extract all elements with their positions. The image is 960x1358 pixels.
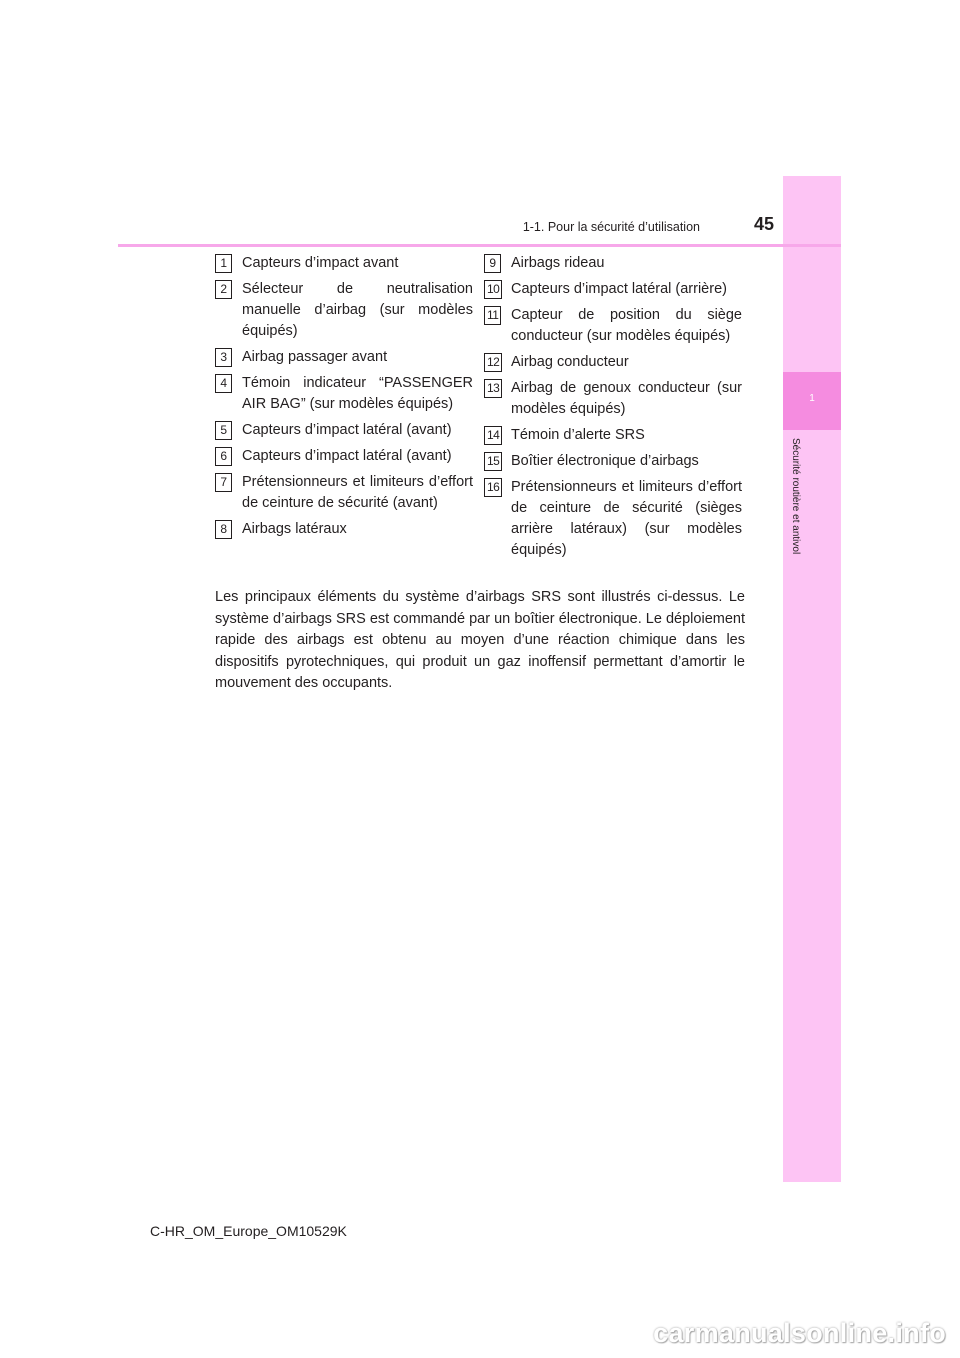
- legend-number-badge: 13: [484, 379, 502, 398]
- legend-item-text: Témoin d’alerte SRS: [511, 427, 645, 443]
- legend-item: [215, 373, 473, 415]
- legend-item: [484, 425, 742, 446]
- legend-number-badge: 10: [484, 280, 502, 299]
- legend-number-badge: 15: [484, 452, 502, 471]
- legend-item: [484, 451, 742, 472]
- legend-item: [215, 472, 473, 514]
- legend-item: [215, 446, 473, 467]
- legend-item-text: Capteurs d’impact latéral (avant): [242, 422, 452, 438]
- legend-item: [484, 352, 742, 373]
- legend-item: [484, 477, 742, 561]
- legend-number-badge: 9: [484, 254, 501, 273]
- legend-number-badge: 5: [215, 421, 232, 440]
- legend-item: [484, 378, 742, 420]
- legend-number-badge: 7: [215, 473, 232, 492]
- legend-number-badge: 12: [484, 353, 502, 372]
- legend-number-badge: 11: [484, 306, 501, 325]
- legend-item-text: Airbags latéraux: [242, 521, 347, 537]
- chapter-side-tab: [783, 176, 841, 1182]
- legend-item-text: Boîtier électronique d’airbags: [511, 453, 699, 469]
- legend-item-text: Airbag passager avant: [242, 349, 388, 365]
- section-header: 1-1. Pour la sécurité d’utilisation: [522, 220, 700, 234]
- legend-number-badge: 1: [215, 254, 232, 273]
- legend-item: [215, 253, 473, 274]
- watermark[interactable]: carmanualsonline.info: [653, 1318, 946, 1348]
- legend-item: [484, 253, 742, 274]
- legend-number-badge: 4: [215, 374, 232, 393]
- legend-item-text: Capteurs d’impact avant: [242, 255, 399, 271]
- header-rule: [118, 244, 841, 247]
- legend-number-badge: 2: [215, 280, 232, 299]
- legend-item-text: Prétensionneurs et limiteurs d’effort de ceinture de sécurité (sièges arrière latéraux) (sur modèles équipés): [511, 479, 742, 558]
- legend-number-badge: 14: [484, 426, 502, 445]
- page-number: 45: [753, 214, 774, 234]
- legend-item-text: Airbags rideau: [511, 255, 605, 271]
- legend-item-text: Capteurs d’impact latéral (avant): [242, 448, 452, 464]
- legend-item-text: Airbag conducteur: [511, 354, 629, 370]
- legend-item: [215, 279, 473, 342]
- legend-item: [484, 305, 742, 347]
- legend-item-text: Sélecteur de neutralisation manuelle d’airbag (sur modèles équipés): [242, 281, 473, 339]
- legend-column-right: [484, 253, 742, 566]
- legend-number-badge: 16: [484, 478, 502, 497]
- legend-item-text: Témoin indicateur “PASSENGER AIR BAG” (sur modèles équipés): [242, 375, 473, 412]
- document-code: C-HR_OM_Europe_OM10529K: [150, 1223, 347, 1239]
- legend-column-left: [215, 253, 473, 545]
- legend-item-text: Capteurs d’impact latéral (arrière): [511, 281, 727, 297]
- legend-item: [484, 279, 742, 300]
- legend-item: [215, 420, 473, 441]
- legend-item: [215, 347, 473, 368]
- legend-number-badge: 3: [215, 348, 232, 367]
- legend-number-badge: 8: [215, 520, 232, 539]
- chapter-title: Sécurité routière et antivol: [790, 438, 801, 555]
- chapter-number: 1: [809, 393, 815, 404]
- legend-number-badge: 6: [215, 447, 232, 466]
- legend-item-text: Airbag de genoux conducteur (sur modèles équipés): [511, 380, 742, 417]
- legend-item: [215, 519, 473, 540]
- legend-item-text: Prétensionneurs et limiteurs d’effort de ceinture de sécurité (avant): [242, 474, 473, 511]
- legend-item-text: Capteur de position du siège conducteur (sur modèles équipés): [511, 307, 742, 344]
- body-paragraph: Les principaux éléments du système d’airbags SRS sont illustrés ci-dessus. Le système d’airbags SRS est commandé par un boîtier électronique. Le déploiement rapide des airbags est obtenu au moyen d’une réaction chimique dans les dispositifs pyrotechniques, qui produit un gaz inoffensif permettant d’amortir le mouvement des occupants.: [215, 589, 745, 691]
